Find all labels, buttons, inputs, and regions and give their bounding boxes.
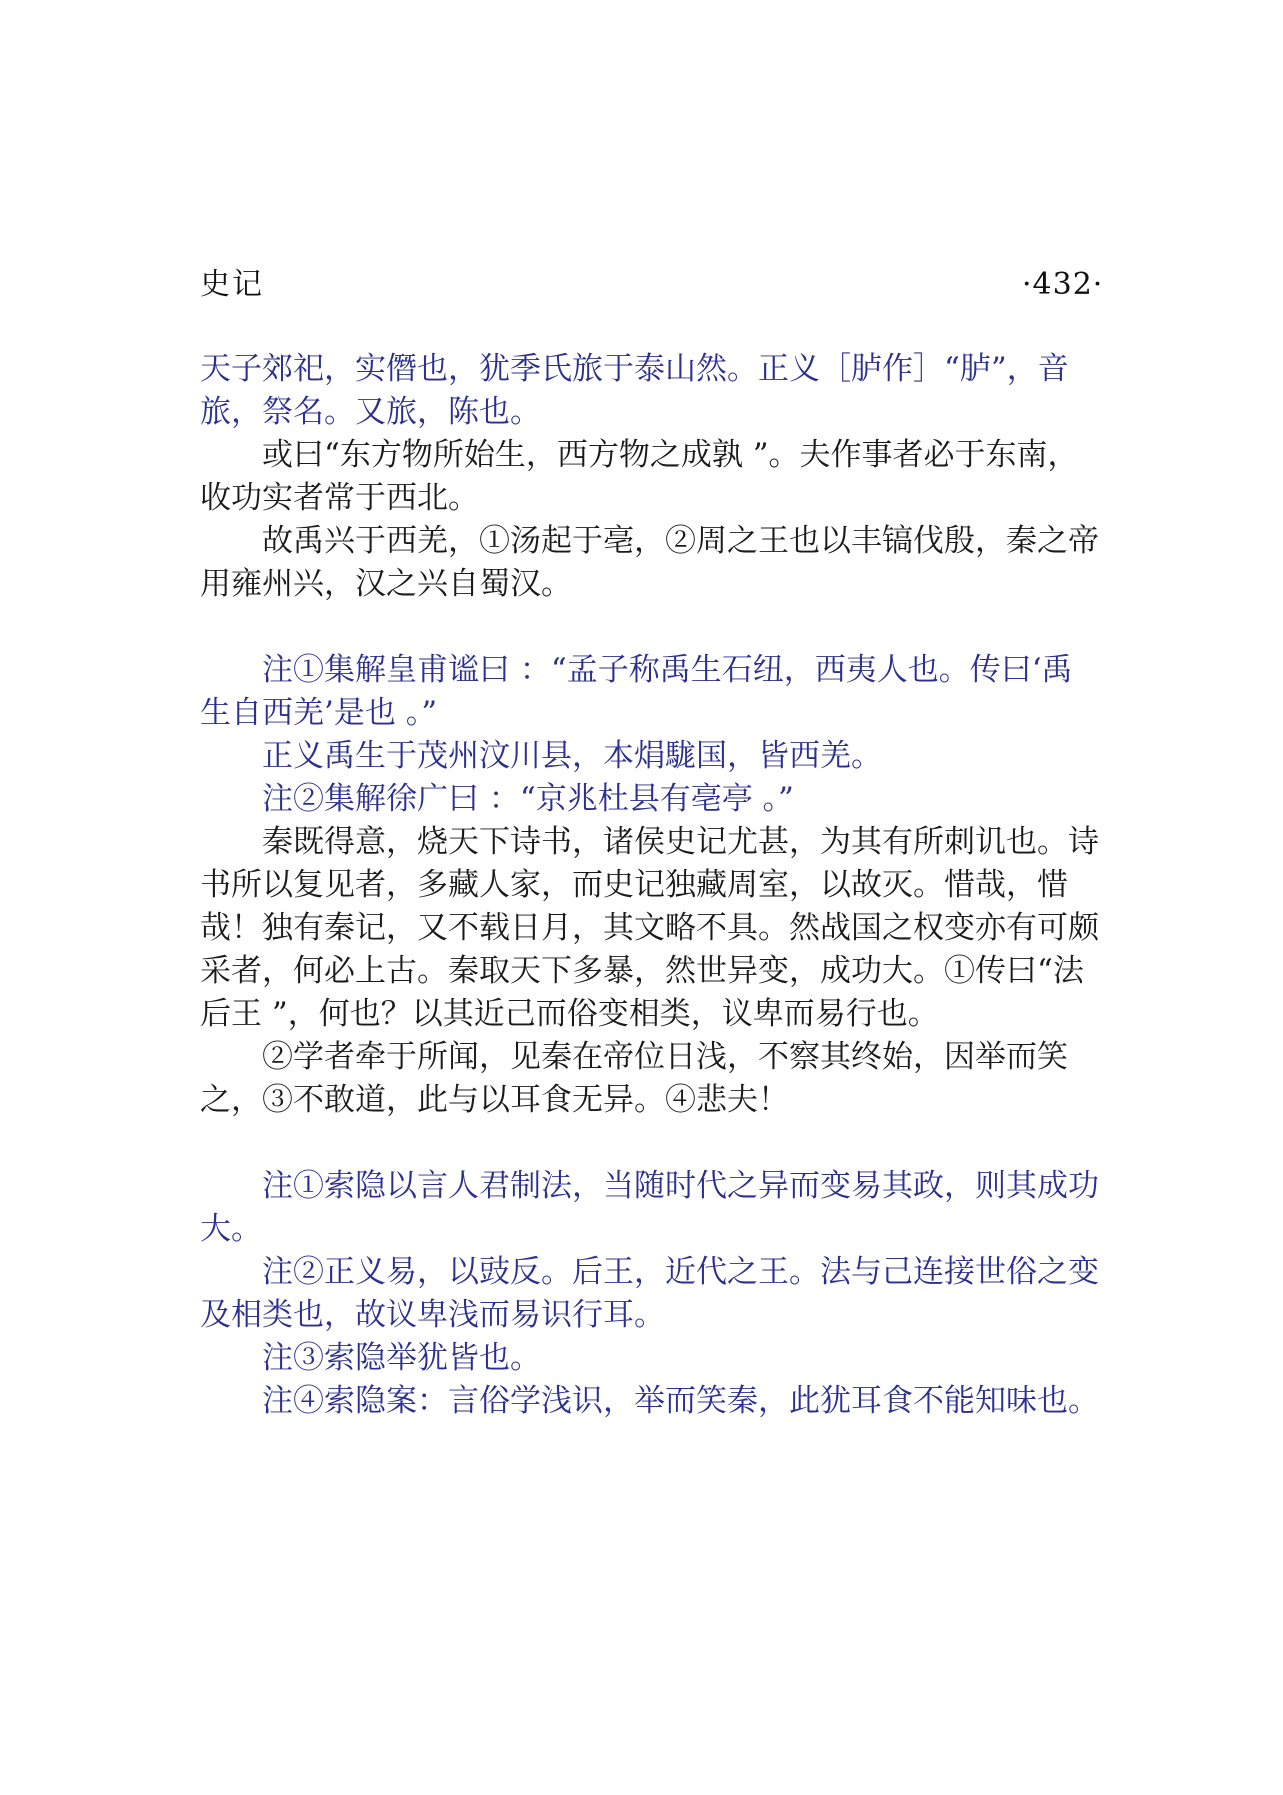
annotation-1: 注①集解皇甫谧曰 ：“孟子称禹生石纽，西夷人也。传曰‘禹生自西羌’是也 。” — [200, 652, 1073, 731]
text-paragraph-3: 故禹兴于西羌，①汤起于亳，②周之王也以丰镐伐殷，秦之帝用雍州兴，汉之兴自蜀汉。 — [200, 523, 1099, 602]
paragraph-gap — [200, 1122, 1100, 1165]
annotation-3: 注②集解徐广曰 ：“京兆杜县有亳亭 。” — [262, 781, 794, 817]
document-body — [200, 348, 1100, 1423]
annotation-7: 注④索隐案：言俗学浅识，举而笑秦，此犹耳食不能知味也。 — [262, 1383, 1099, 1419]
page-number: ·432· — [1022, 267, 1104, 302]
annotation-6: 注③索隐举犹皆也。 — [262, 1340, 541, 1376]
running-header-title: 史记 — [200, 267, 264, 302]
text-paragraph-2: 或曰“东方物所始生，西方物之成孰 ”。夫作事者必于东南，收功实者常于西北。 — [200, 437, 1079, 516]
text-paragraph-4: 秦既得意，烧天下诗书，诸侯史记尤甚，为其有所刺讥也。诗书所以复见者，多藏人家，而史记独藏周室，以故灭。惜哉，惜哉！独有秦记，又不载日月，其文略不具。然战国之权变亦有可颇采者，何必上古。秦取天下多暴，然世异变，成功大。①传曰“法后王 ”，何也？以其近己而俗变相类，议卑而易行也。 — [200, 824, 1099, 1032]
annotation-2: 正义禹生于茂州汶川县，本焆駹国，皆西羌。 — [262, 738, 882, 774]
annotation-4: 注①索隐以言人君制法，当随时代之异而变易其政，则其成功大。 — [200, 1168, 1099, 1247]
text-paragraph-1: 天子郊祀，实僭也，犹季氏旅于泰山然。正义［胪作］“胪”，音旅，祭名。又旅，陈也。 — [200, 351, 1069, 430]
text-paragraph-5: ②学者牵于所闻，见秦在帝位日浅，不察其终始，因举而笑之，③不敢道，此与以耳食无异。④悲夫！ — [200, 1039, 1068, 1118]
annotation-5: 注②正义易，以豉反。后王，近代之王。法与己连接世俗之变及相类也，故议卑浅而易识行耳。 — [200, 1254, 1099, 1333]
paragraph-gap — [200, 606, 1100, 649]
